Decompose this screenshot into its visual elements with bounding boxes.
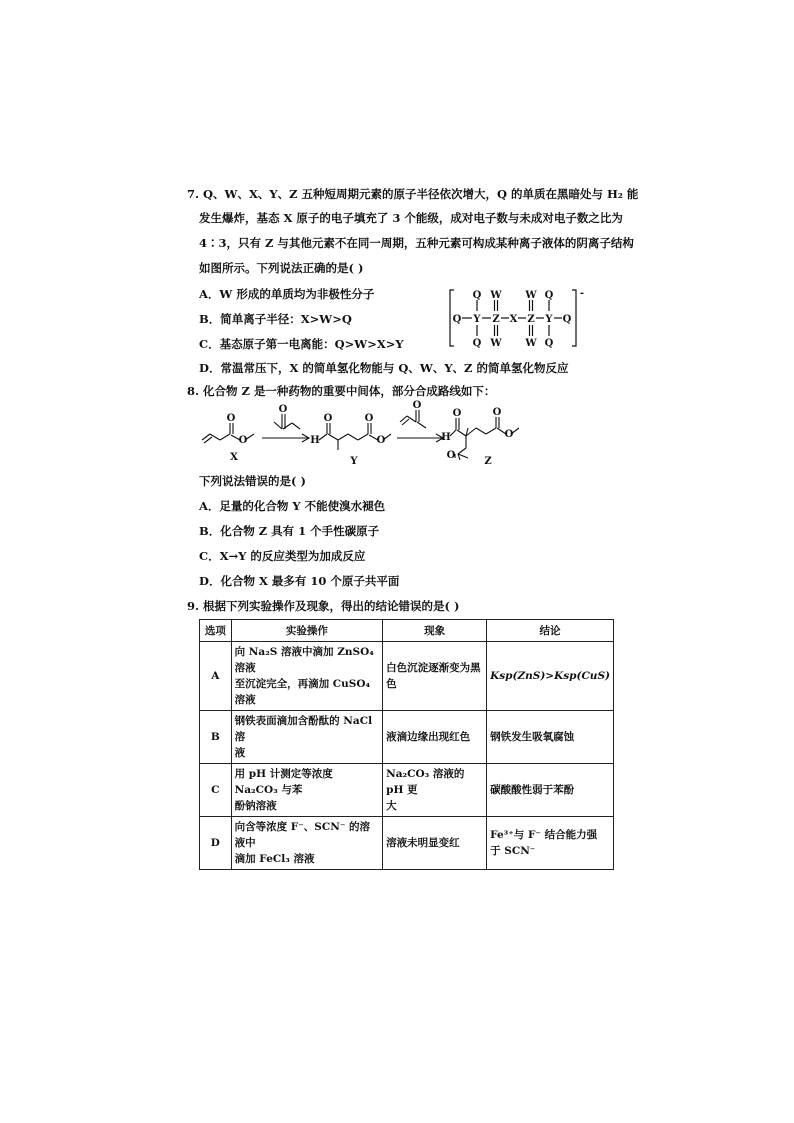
phenomenon-line-1: 液滴边缘出现红色 — [386, 731, 471, 743]
row-operation — [231, 711, 382, 764]
row-option: B — [200, 711, 232, 764]
row-phenomenon — [383, 642, 487, 711]
operation-line-1: 向 Na₂S 溶液中滴加 ZnSO₄ 溶液 — [234, 646, 374, 674]
conclusion-line-1: Ksp(ZnS)>Ksp(CuS) — [490, 670, 610, 682]
mvk-o: O — [412, 400, 422, 411]
row-phenomenon — [383, 764, 487, 817]
atom-q-top-1: Q — [472, 290, 482, 301]
label-z: Z — [484, 456, 492, 467]
z-aldehyde-o: O — [452, 408, 462, 419]
label-y: Y — [350, 456, 358, 467]
phenomenon-line-1: 白色沉淀逐渐变为黑 — [386, 662, 481, 674]
table-header-row — [200, 620, 614, 642]
row-conclusion — [487, 711, 614, 764]
q7-line-2: 发生爆炸，基态 X 原子的电子填充了 3 个能级，成对电子数与未成对电子数之比为 — [199, 211, 623, 225]
q7-option-b: B．简单离子半径：X>W>Q — [199, 312, 352, 326]
z-ketone-o: O — [446, 450, 456, 461]
row-phenomenon — [383, 817, 487, 870]
conclusion-line-1: 钢铁发生吸氧腐蚀 — [490, 731, 575, 743]
z-carbonyl-o: O — [492, 407, 502, 418]
anion-structure-diagram — [448, 286, 588, 350]
atom-y-2: Y — [545, 314, 553, 325]
atom-w-top-2: W — [525, 290, 537, 301]
row-conclusion — [487, 642, 614, 711]
conclusion-line-1: Fe³⁺与 F⁻ 结合能力强 — [490, 829, 598, 841]
q8-option-a: A．足量的化合物 Y 不能使溴水褪色 — [199, 499, 386, 513]
q8-prompt: 下列说法错误的是( ) — [199, 474, 306, 488]
atom-z-1: Z — [492, 314, 500, 325]
q8-stem: 8. 化合物 Z 是一种药物的重要中间体，部分合成路线如下： — [187, 384, 496, 398]
atom-x: X — [509, 314, 518, 325]
y-aldehyde-o: O — [323, 413, 333, 424]
x-ester-o: O — [238, 435, 248, 446]
q7-option-c: C．基态原子第一电离能：Q>W>X>Y — [199, 337, 404, 351]
phenomenon-line-2: 色 — [386, 678, 397, 690]
atom-z-2: Z — [527, 314, 535, 325]
row-operation — [231, 642, 382, 711]
anion-charge: - — [579, 288, 585, 299]
row-operation — [231, 817, 382, 870]
x-carbonyl-o: O — [226, 413, 236, 424]
q8-option-d: D．化合物 X 最多有 10 个原子共平面 — [199, 574, 400, 588]
atom-q-bottom-1: Q — [472, 338, 482, 349]
q7-option-a: A．W 形成的单质均为非极性分子 — [199, 287, 375, 301]
z-ester-o: O — [504, 429, 514, 440]
atom-y-1: Y — [473, 314, 481, 325]
atom-q-bottom-2: Q — [544, 338, 554, 349]
header-conclusion: 结论 — [487, 620, 614, 642]
atom-w-bottom-1: W — [490, 338, 502, 349]
table-row — [200, 642, 614, 711]
atom-q-top-2: Q — [544, 290, 554, 301]
operation-line-2: 酚钠溶液 — [234, 800, 277, 812]
y-ester-o: O — [376, 435, 386, 446]
table-row — [200, 711, 614, 764]
q8-option-b: B．化合物 Z 具有 1 个手性碳原子 — [199, 524, 380, 538]
operation-line-2: 液 — [234, 747, 246, 759]
header-option: 选项 — [200, 620, 232, 642]
row-option: C — [200, 764, 232, 817]
conclusion-line-1: 碳酸酸性弱于苯酚 — [490, 784, 575, 796]
q7-line-4: 如图所示。下列说法正确的是( ) — [199, 261, 364, 275]
atom-q-left: Q — [452, 314, 462, 325]
row-conclusion — [487, 817, 614, 870]
q9-stem: 9. 根据下列实验操作及现象，得出的结论错误的是( ) — [187, 599, 460, 613]
phenomenon-line-1: 溶液未明显变红 — [386, 837, 460, 849]
row-option: D — [200, 817, 232, 870]
synthesis-route-diagram — [196, 398, 536, 468]
label-x: X — [230, 452, 238, 463]
operation-line-1: 向含等浓度 F⁻、SCN⁻ 的溶液中 — [234, 821, 371, 849]
operation-line-1: 钢铁表面滴加含酚酞的 NaCl 溶 — [234, 715, 373, 743]
q7-option-d: D．常温常压下，X 的简单氢化物能与 Q、W、Y、Z 的简单氢化物反应 — [199, 361, 569, 375]
operation-line-2: 滴加 FeCl₃ 溶液 — [234, 853, 315, 865]
row-operation — [231, 764, 382, 817]
atom-w-top-1: W — [490, 290, 502, 301]
q7-line-1: 7. Q、W、X、Y、Z 五种短周期元素的原子半径依次增大，Q 的单质在黑暗处与 H₂ 能 — [187, 187, 639, 201]
propanal-o: O — [278, 404, 288, 415]
header-operation: 实验操作 — [231, 620, 382, 642]
experiment-table — [199, 619, 614, 870]
table-row — [200, 764, 614, 817]
operation-line-1: 用 pH 计测定等浓度 Na₂CO₃ 与苯 — [234, 768, 333, 796]
header-phenomenon: 现象 — [383, 620, 487, 642]
row-phenomenon — [383, 711, 487, 764]
atom-q-right: Q — [562, 314, 572, 325]
row-conclusion — [487, 764, 614, 817]
y-carbonyl-o: O — [364, 413, 374, 424]
row-option: A — [200, 642, 232, 711]
y-aldehyde-h: H — [310, 435, 320, 446]
phenomenon-line-2: 大 — [386, 800, 397, 812]
q8-option-c: C．X→Y 的反应类型为加成反应 — [199, 549, 366, 563]
z-aldehyde-h: H — [441, 432, 451, 443]
table-row — [200, 817, 614, 870]
operation-line-2: 至沉淀完全，再滴加 CuSO₄ 溶液 — [234, 678, 371, 706]
phenomenon-line-1: Na₂CO₃ 溶液的 pH 更 — [386, 768, 465, 796]
conclusion-line-2: 于 SCN⁻ — [490, 845, 536, 857]
q7-line-3: 4∶3，只有 Z 与其他元素不在同一周期，五种元素可构成某种离子液体的阴离子结构 — [199, 236, 634, 250]
atom-w-bottom-2: W — [525, 338, 537, 349]
